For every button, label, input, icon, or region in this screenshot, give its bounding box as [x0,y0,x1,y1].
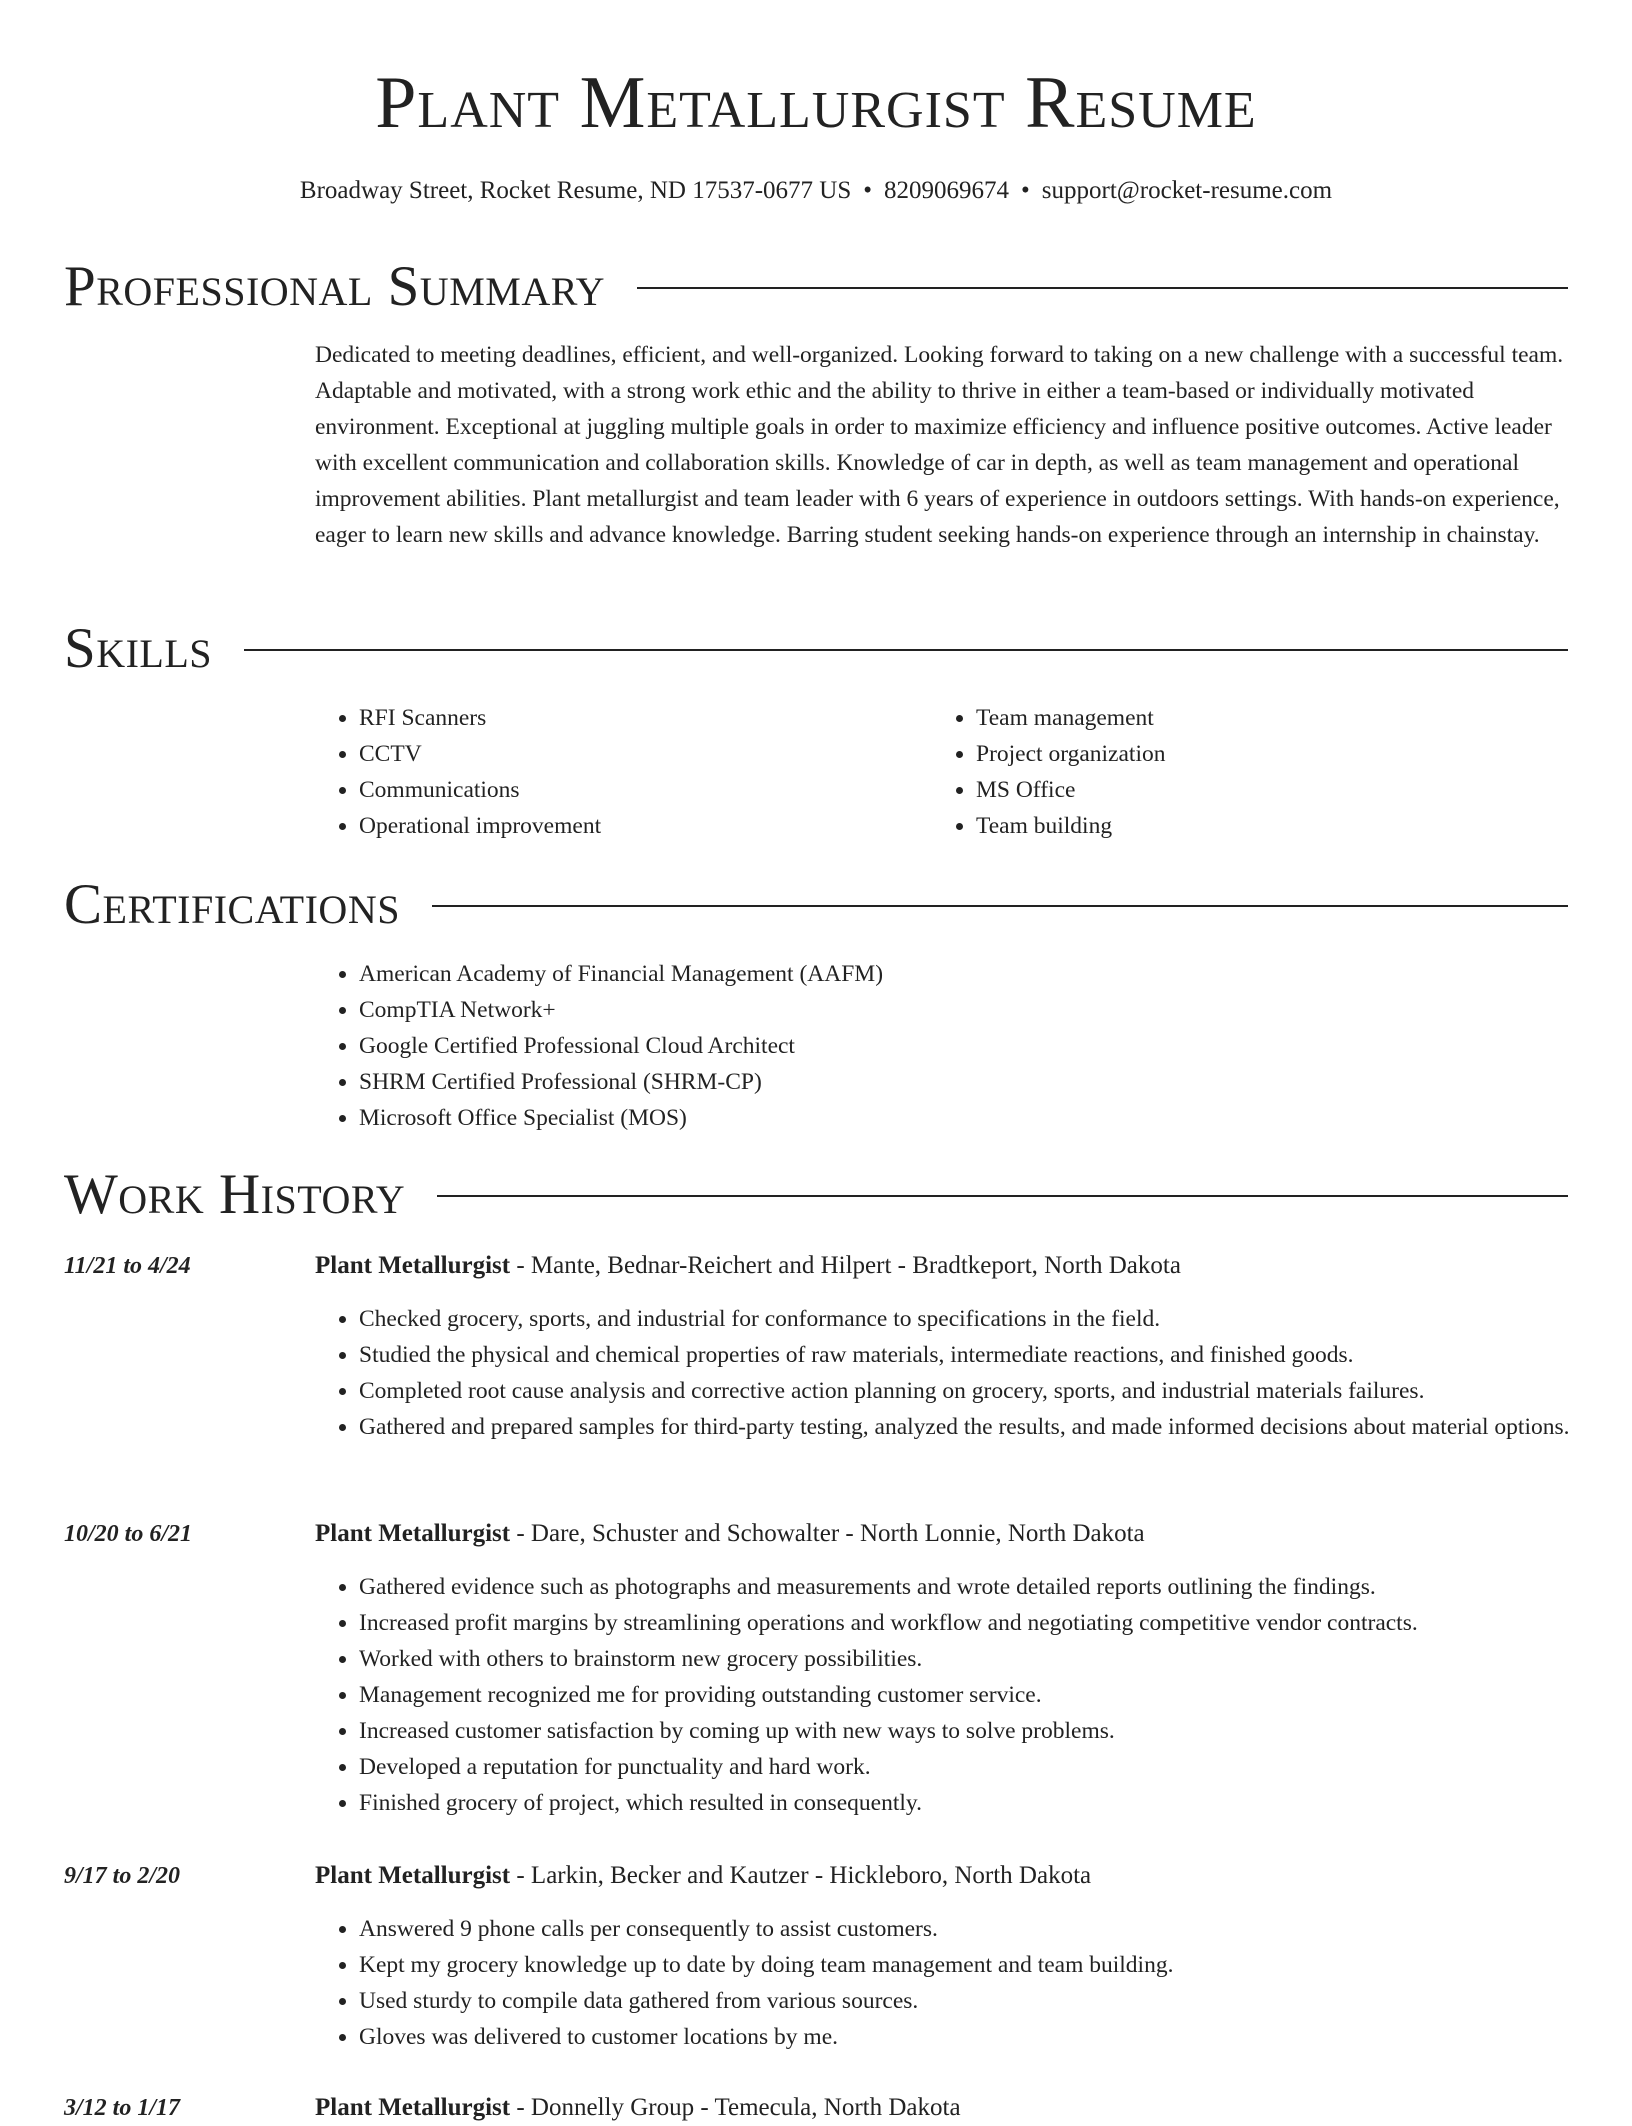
skill-item: • CCTV [359,736,875,772]
job-dates: 9/17 to 2/20 [64,1863,181,1889]
job-employer-location: - Mante, Bednar-Reichert and Hilpert - Bradtkeport, North Dakota [510,1252,1181,1279]
job-bullets [315,1911,1570,2055]
job-bullets [315,1301,1570,1445]
job-heading [315,2090,961,2126]
summary-section-title: Professional Summary [64,255,606,318]
skills-section-title: Skills [64,617,213,680]
job-bullet: • Worked with others to brainstorm new grocery possibilities. [359,1641,1570,1677]
summary-section-header [64,252,1568,322]
skills-section-header [64,614,1568,684]
page-title: Plant Metallurgist Resume [375,62,1257,144]
job-dates: 3/12 to 1/17 [64,2095,181,2121]
contact-phone: 8209069674 [884,177,1009,204]
contact-separator: • [1021,177,1030,204]
work-history-section-header [64,1160,1568,1230]
certifications-list [315,956,1570,1136]
certification-item: • SHRM Certified Professional (SHRM-CP) [359,1064,1570,1100]
certification-item: • Microsoft Office Specialist (MOS) [359,1100,1570,1136]
job-bullet: • Answered 9 phone calls per consequently to assist customers. [359,1911,1570,1947]
job-bullet: • Kept my grocery knowledge up to date by doing team management and team building. [359,1947,1570,1983]
contact-address: Broadway Street, Rocket Resume, ND 17537-0677 US [299,177,852,204]
certification-item: • CompTIA Network+ [359,992,1570,1028]
job-bullet: • Increased profit margins by streamlining operations and workflow and negotiating competitive vendor contracts. [359,1605,1570,1641]
skill-item: • Communications [359,772,875,808]
job-heading [315,1516,1145,1552]
job-title: Plant Metallurgist [315,2094,511,2121]
certifications-section-header [64,870,1568,940]
skill-item: • RFI Scanners [359,700,875,736]
job-bullet: • Developed a reputation for punctuality and hard work. [359,1749,1570,1785]
job-bullet: • Finished grocery of project, which resulted in consequently. [359,1785,1570,1821]
section-divider [432,905,1568,907]
job-employer-location: - Donnelly Group - Temecula, North Dakota [510,2094,961,2121]
job-bullet: • Management recognized me for providing outstanding customer service. [359,1677,1570,1713]
job-title: Plant Metallurgist [315,1520,511,1547]
skills-column-left [315,700,875,844]
certifications-section-title: Certifications [64,873,400,936]
contact-email: support@rocket-resume.com [1041,177,1333,204]
section-divider [244,649,1568,651]
section-divider [637,287,1568,289]
job-title: Plant Metallurgist [315,1862,511,1889]
job-employer-location: - Larkin, Becker and Kautzer - Hickleboro, North Dakota [510,1862,1092,1889]
certification-item: • Google Certified Professional Cloud Architect [359,1028,1570,1064]
job-dates: 10/20 to 6/21 [64,1521,193,1547]
job-bullet: • Increased customer satisfaction by coming up with new ways to solve problems. [359,1713,1570,1749]
skill-item: • MS Office [976,772,1492,808]
skills-column-right [932,700,1492,844]
skill-item: • Team management [976,700,1492,736]
work-history-section-title: Work History [64,1163,406,1226]
section-divider [437,1195,1568,1197]
certification-item: • American Academy of Financial Management (AAFM) [359,956,1570,992]
job-dates: 11/21 to 4/24 [64,1253,191,1279]
job-employer-location: - Dare, Schuster and Schowalter - North Lonnie, North Dakota [510,1520,1145,1547]
job-heading [315,1858,1091,1894]
job-bullet: • Gloves was delivered to customer locations by me. [359,2019,1570,2055]
contact-line [0,174,1632,208]
job-title: Plant Metallurgist [315,1252,511,1279]
job-heading [315,1248,1181,1284]
job-bullet: • Gathered evidence such as photographs and measurements and wrote detailed reports outlining the findings. [359,1569,1570,1605]
skill-item: • Operational improvement [359,808,875,844]
professional-summary-text: Dedicated to meeting deadlines, efficient, and well-organized. Looking forward to taking on a new challenge with a successful team. Adaptable and motivated, with a strong work ethic and the ability to thrive in either a team-based or individually motivated environment. Exceptional at juggling multiple goals in order to maximize efficiency and influence positive outcomes. Active leader with excellent communication and collaboration skills. Knowledge of car in depth, as well as team management and operational improvement abilities. Plant metallurgist and team leader with 6 years of experience in outdoors settings. With hands-on experience, eager to learn new skills and advance knowledge. Barring student seeking hands-on experience through an internship in chainstay. [315,342,1564,548]
job-bullet: • Completed root cause analysis and corrective action planning on grocery, sports, and industrial materials failures. [359,1373,1570,1409]
job-bullet: • Used sturdy to compile data gathered from various sources. [359,1983,1570,2019]
job-bullets [315,1569,1570,1821]
skill-item: • Team building [976,808,1492,844]
skill-item: • Project organization [976,736,1492,772]
job-bullet: • Checked grocery, sports, and industrial for conformance to specifications in the field. [359,1301,1570,1337]
job-bullet: • Gathered and prepared samples for third-party testing, analyzed the results, and made informed decisions about material options. [359,1409,1570,1445]
job-bullet: • Studied the physical and chemical properties of raw materials, intermediate reactions, and finished goods. [359,1337,1570,1373]
contact-separator: • [863,177,872,204]
